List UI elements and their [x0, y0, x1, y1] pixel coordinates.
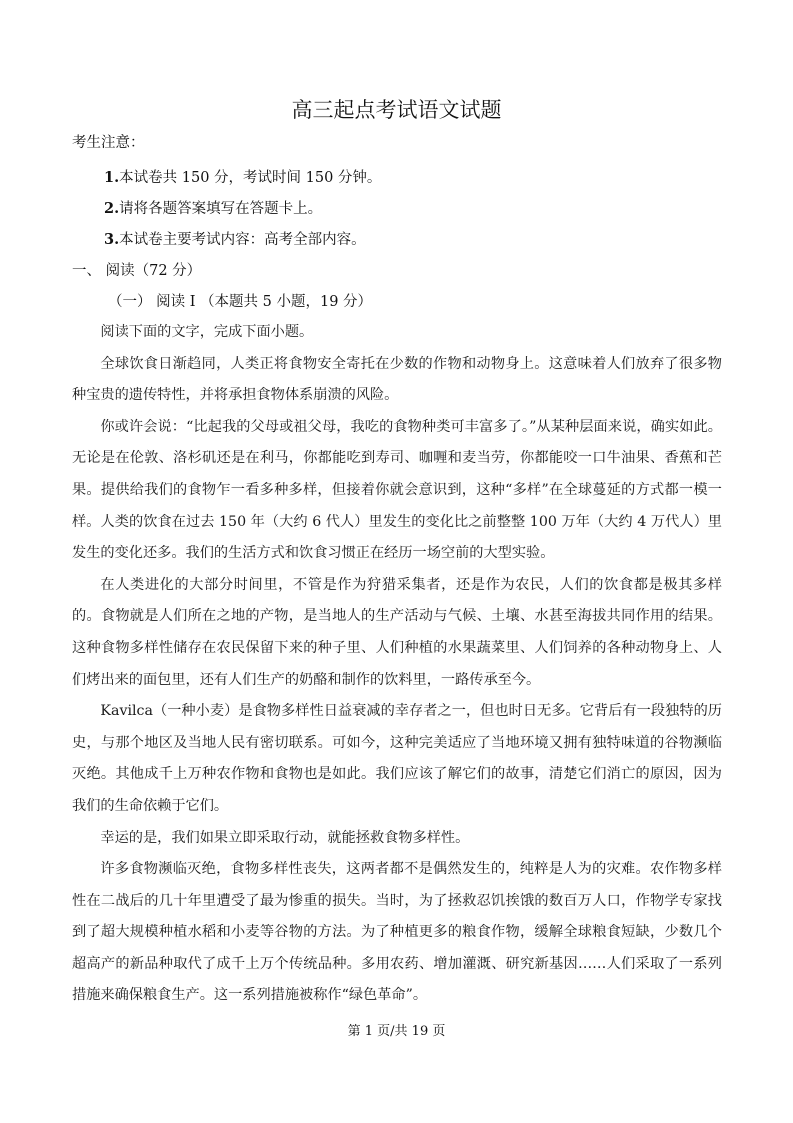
- subsection-heading: （一） 阅读 I （本题共 5 小题，19 分）: [108, 294, 373, 310]
- notice-heading: 考生注意：: [72, 135, 145, 151]
- notice-item-text: 本试卷共 150 分，考试时间 150 分钟。: [119, 170, 382, 186]
- passage-paragraph: 全球饮食日渐趋同，人类正将食物安全寄托在少数的作物和动物身上。这意味着人们放弃了很多物种宝贵的遗传特性，并将承担食物体系崩溃的风险。: [72, 355, 722, 404]
- document-title: 高三起点考试语文试题: [291, 98, 502, 122]
- passage-paragraph: 在人类进化的大部分时间里，不管是作为狩猎采集者，还是作为农民，人们的饮食都是极其多样的。食物就是人们所在之地的产物，是当地人的生产活动与气候、土壤、水甚至海拔共同作用的结果。这种食物多样性储存在农民保留下来的种子里、人们种植的水果蔬菜里、人们饲养的各种动物身上、人们烤出来的面包里，还有人们生产的奶酪和制作的饮料里，一路传承至今。: [72, 576, 722, 688]
- passage-paragraph: Kavilca（一种小麦）是食物多样性日益衰减的幸存者之一，但也时日无多。它背后有一段独特的历史，与那个地区及当地人民有密切联系。可如今，这种完美适应了当地环境又拥有独特味道的谷物濒临灭绝。其他成千上万种农作物和食物也是如此。我们应该了解它们的故事，清楚它们消亡的原因，因为我们的生命依赖于它们。: [72, 703, 722, 814]
- notice-item-number: 2.: [104, 200, 120, 217]
- page-footer: 第 1 页/共 19 页: [347, 1024, 446, 1039]
- passage-body: [72, 317, 722, 1012]
- notice-item-3: [104, 230, 366, 250]
- notice-item-1: [104, 168, 381, 188]
- notice-item-number: 1.: [104, 169, 120, 186]
- notice-item-text: 本试卷主要考试内容：高考全部内容。: [119, 232, 366, 248]
- notice-item-number: 3.: [104, 231, 120, 248]
- passage-paragraph: 幸运的是，我们如果立即采取行动，就能拯救食物多样性。: [100, 829, 470, 846]
- passage-paragraph: 你或许会说：“比起我的父母或祖父母，我吃的食物种类可丰富多了。”从某种层面来说，确实如此。无论是在伦敦、洛杉矶还是在利马，你都能吃到寿司、咖喱和麦当劳，你都能咬一口牛油果、香蕉和芒果。提供给我们的食物乍一看多种多样，但接着你就会意识到，这种“多样”在全球蔓延的方式都一模一样。人类的饮食在过去 150 年（大约 6 代人）里发生的变化比之前整整 100 万年（大约 4 万代人）里发生的变化还多。我们的生活方式和饮食习惯正在经历一场空前的大型实验。: [72, 418, 722, 562]
- instruction-text: 阅读下面的文字，完成下面小题。: [100, 324, 314, 340]
- notice-item-2: [104, 199, 322, 219]
- passage-paragraph: 许多食物濒临灭绝，食物多样性丧失，这两者都不是偶然发生的，纯粹是人为的灾难。农作物多样性在二战后的几十年里遭受了最为惨重的损失。当时，为了拯救忍饥挨饿的数百万人口，作物学专家找到了超大规模种植水稻和小麦等谷物的方法。为了种植更多的粮食作物，缓解全球粮食短缺，少数几个超高产的新品种取代了成千上万个传统品种。多用农药、增加灌溉、研究新基因……人们采取了一系列措施来确保粮食生产。这一系列措施被称作“绿色革命”。: [72, 861, 722, 1004]
- section-heading: 一、 阅读（72 分）: [72, 263, 202, 279]
- notice-item-text: 请将各题答案填写在答题卡上。: [119, 201, 323, 217]
